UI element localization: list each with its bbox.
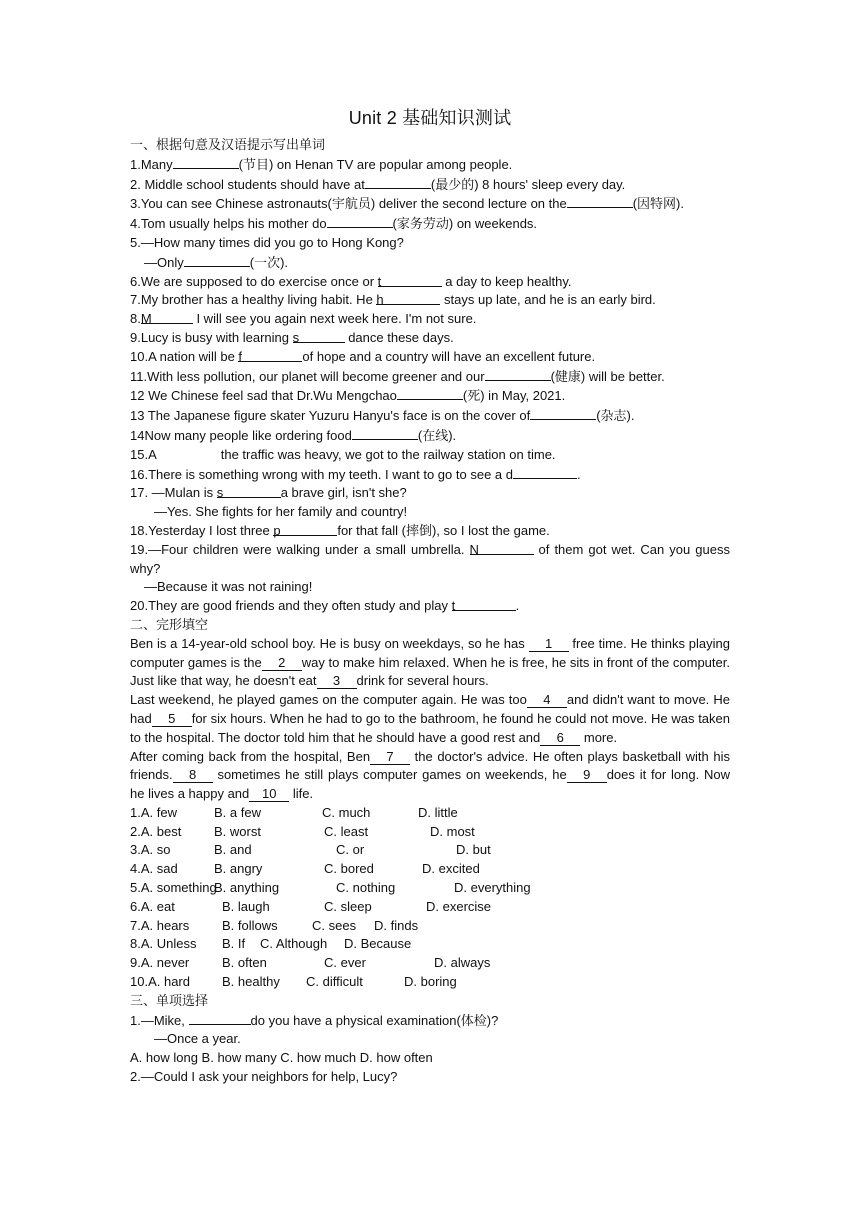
answer-blank[interactable] (530, 406, 596, 420)
answer-blank[interactable]: t (452, 597, 516, 611)
question-2: 2.—Could I ask your neighbors for help, Lucy? (130, 1069, 398, 1085)
fill-in-item: 18.Yesterday I lost three p for that fall (摔倒), so I lost the game. (130, 522, 550, 538)
option-choice[interactable]: B. often (222, 955, 267, 971)
fill-in-item: —Because it was not raining! (144, 579, 313, 595)
answer-blank[interactable]: h (376, 291, 440, 305)
cloze-paragraph: After coming back from the hospital, Ben 7 the doctor's advice. He often plays basketball with his friends. 8 sometimes he still plays computer games on weekends, he 9 does it for long. Now he lives a happy and 10 life. (130, 748, 730, 802)
answer-blank[interactable]: f (238, 348, 302, 362)
answer-blank[interactable] (327, 214, 393, 228)
cloze-passage (130, 635, 730, 804)
question-1: 1.—Mike, do you have a physical examination(体检)? (130, 1012, 499, 1028)
answer-blank[interactable] (485, 367, 551, 381)
option-choice[interactable]: 10.A. hard (130, 974, 190, 990)
fill-in-item: 13 The Japanese figure skater Yuzuru Hanyu's face is on the cover of (杂志). (130, 408, 635, 424)
option-choice[interactable]: D. boring (404, 974, 457, 990)
option-row (130, 935, 730, 954)
answer-blank[interactable] (157, 446, 221, 459)
answer-blank[interactable] (189, 1011, 251, 1025)
cloze-blank[interactable]: 5 (152, 711, 192, 727)
answer-blank[interactable]: p (273, 522, 337, 536)
option-choice[interactable]: D. little (418, 804, 458, 820)
option-choice[interactable]: C. sees (312, 917, 357, 933)
section-1-heading: 一、根据句意及汉语提示写出单词 (130, 137, 326, 152)
option-choice[interactable]: B. anything (214, 880, 280, 896)
cloze-blank[interactable]: 8 (173, 767, 213, 783)
fill-in-item: 12 We Chinese feel sad that Dr.Wu Mengchao (死) in May, 2021. (130, 388, 566, 404)
option-choice[interactable]: B. follows (222, 917, 278, 933)
option-choice[interactable]: C. least (324, 823, 369, 839)
fill-in-item: 2. Middle school students should have at (最少的) 8 hours' sleep every day. (130, 176, 626, 192)
option-choice[interactable]: 1.A. few (130, 804, 177, 820)
answer-blank[interactable] (567, 194, 633, 208)
option-choice[interactable]: C. Although (260, 936, 328, 952)
answer-blank[interactable] (513, 465, 577, 479)
option-row (130, 879, 730, 898)
fill-in-item: —Yes. She fights for her family and country! (154, 504, 408, 520)
cloze-blank[interactable]: 3 (317, 673, 357, 689)
fill-in-item: 15.A the traffic was heavy, we got to the railway station on time. (130, 446, 556, 462)
option-choice[interactable]: D. always (434, 955, 491, 971)
option-choice[interactable]: 9.A. never (130, 955, 190, 971)
option-choice[interactable]: B. and (214, 842, 252, 858)
option-choice[interactable]: B. worst (214, 823, 261, 839)
option-choice[interactable]: D. finds (374, 917, 419, 933)
option-choice[interactable]: 7.A. hears (130, 917, 190, 933)
option-choice[interactable]: D. everything (454, 880, 531, 896)
fill-in-item: 6.We are supposed to do exercise once or t a day to keep healthy. (130, 273, 572, 289)
fill-in-item: 10.A nation will be f of hope and a country will have an excellent future. (130, 348, 596, 364)
question-1-answer: —Once a year. (154, 1031, 241, 1047)
fill-in-item: 11.With less pollution, our planet will become greener and our (健康) will be better. (130, 368, 665, 384)
cloze-blank[interactable]: 10 (249, 786, 289, 802)
fill-in-item: 20.They are good friends and they often study and play t . (130, 598, 520, 614)
section-2-heading: 二、完形填空 (130, 616, 209, 632)
fill-in-item: 19.—Four children were walking under a small umbrella. N of them got wet. Can you guess why? (130, 541, 730, 576)
option-row (130, 823, 730, 842)
fill-in-item: 8.M I will see you again next week here. I'm not sure. (130, 311, 477, 327)
section-1-items (130, 155, 730, 616)
fill-in-item: —Only (一次). (144, 254, 289, 270)
cloze-paragraph: Ben is a 14-year-old school boy. He is busy on weekdays, so he has 1 free time. He thinks playing computer games is the 2 way to make him relaxed. When he is free, he sits in front of the computer. Just like that way, he doesn't eat 3 drink for several hours. (130, 635, 730, 689)
option-choice[interactable]: C. much (322, 804, 371, 820)
option-choice[interactable]: D. Because (344, 936, 412, 952)
option-row (130, 917, 730, 936)
option-choice[interactable]: D. most (430, 823, 475, 839)
option-row (130, 860, 730, 879)
cloze-blank[interactable]: 9 (567, 767, 607, 783)
option-row (130, 898, 730, 917)
answer-blank[interactable] (184, 253, 250, 267)
answer-blank[interactable]: s (217, 484, 281, 498)
fill-in-item: 4.Tom usually helps his mother do (家务劳动) on weekends. (130, 216, 538, 232)
fill-in-item: 14Now many people like ordering food (在线). (130, 427, 457, 443)
option-choice[interactable]: D. exercise (426, 898, 492, 914)
section-3-heading: 三、单项选择 (130, 992, 209, 1008)
option-choice[interactable]: B. a few (214, 804, 261, 820)
fill-in-item: 7.My brother has a healthy living habit. He h stays up late, and he is an early bird. (130, 292, 656, 308)
option-choice[interactable]: 6.A. eat (130, 898, 175, 914)
cloze-options (130, 804, 730, 992)
worksheet-page (130, 106, 730, 1087)
answer-blank[interactable] (352, 426, 418, 440)
answer-blank[interactable]: M (141, 310, 193, 324)
option-choice[interactable]: D. excited (422, 861, 480, 877)
option-choice[interactable]: C. ever (324, 955, 366, 971)
option-choice[interactable]: C. sleep (324, 898, 372, 914)
option-choice[interactable]: B. If (222, 936, 246, 952)
question-1-options: A. how long B. how many C. how much D. how often (130, 1050, 433, 1066)
option-choice[interactable]: C. nothing (336, 880, 396, 896)
option-choice[interactable]: 3.A. so (130, 842, 171, 858)
option-choice[interactable]: D. but (456, 842, 491, 858)
answer-blank[interactable] (397, 386, 463, 400)
fill-in-item: 1.Many (节目) on Henan TV are popular among people. (130, 156, 513, 172)
fill-in-item: 9.Lucy is busy with learning s dance these days. (130, 329, 454, 345)
option-row (130, 973, 730, 992)
cloze-blank[interactable]: 1 (529, 636, 569, 652)
option-choice[interactable]: C. difficult (306, 974, 363, 990)
answer-blank[interactable]: s (293, 329, 345, 343)
option-row (130, 841, 730, 860)
option-choice[interactable]: C. bored (324, 861, 374, 877)
option-row (130, 804, 730, 823)
option-choice[interactable]: B. laugh (222, 898, 270, 914)
option-choice[interactable]: 8.A. Unless (130, 936, 197, 952)
answer-blank[interactable] (365, 175, 431, 189)
fill-in-item: 17. —Mulan is s a brave girl, isn't she? (130, 485, 407, 501)
page-title: Unit 2 基础知识测试 (348, 108, 512, 128)
cloze-blank[interactable]: 2 (262, 655, 302, 671)
fill-in-item: 5.—How many times did you go to Hong Kong? (130, 234, 404, 250)
cloze-blank[interactable]: 6 (540, 730, 580, 746)
option-choice[interactable]: B. angry (214, 861, 263, 877)
fill-in-item: 16.There is something wrong with my teeth. I want to go to see a d . (130, 466, 581, 482)
option-choice[interactable]: B. healthy (222, 974, 280, 990)
cloze-paragraph: Last weekend, he played games on the computer again. He was too 4 and didn't want to move. He had 5 for six hours. When he had to go to the bathroom, he found he could not move. He was taken to the hospital. The doctor told him that he should have a good rest and 6 more. (130, 692, 730, 745)
cloze-blank[interactable]: 7 (370, 749, 410, 765)
fill-in-item: 3.You can see Chinese astronauts(宇航员) deliver the second lecture on the (因特网). (130, 196, 684, 212)
answer-blank[interactable]: N (470, 541, 534, 555)
option-choice[interactable]: 2.A. best (130, 823, 182, 839)
option-choice[interactable]: 5.A. something (130, 880, 217, 896)
cloze-blank[interactable]: 4 (527, 692, 567, 708)
answer-blank[interactable]: t (378, 273, 442, 287)
option-choice[interactable]: C. or (336, 842, 365, 858)
answer-blank[interactable] (173, 155, 239, 169)
option-choice[interactable]: 4.A. sad (130, 861, 178, 877)
option-row (130, 954, 730, 973)
